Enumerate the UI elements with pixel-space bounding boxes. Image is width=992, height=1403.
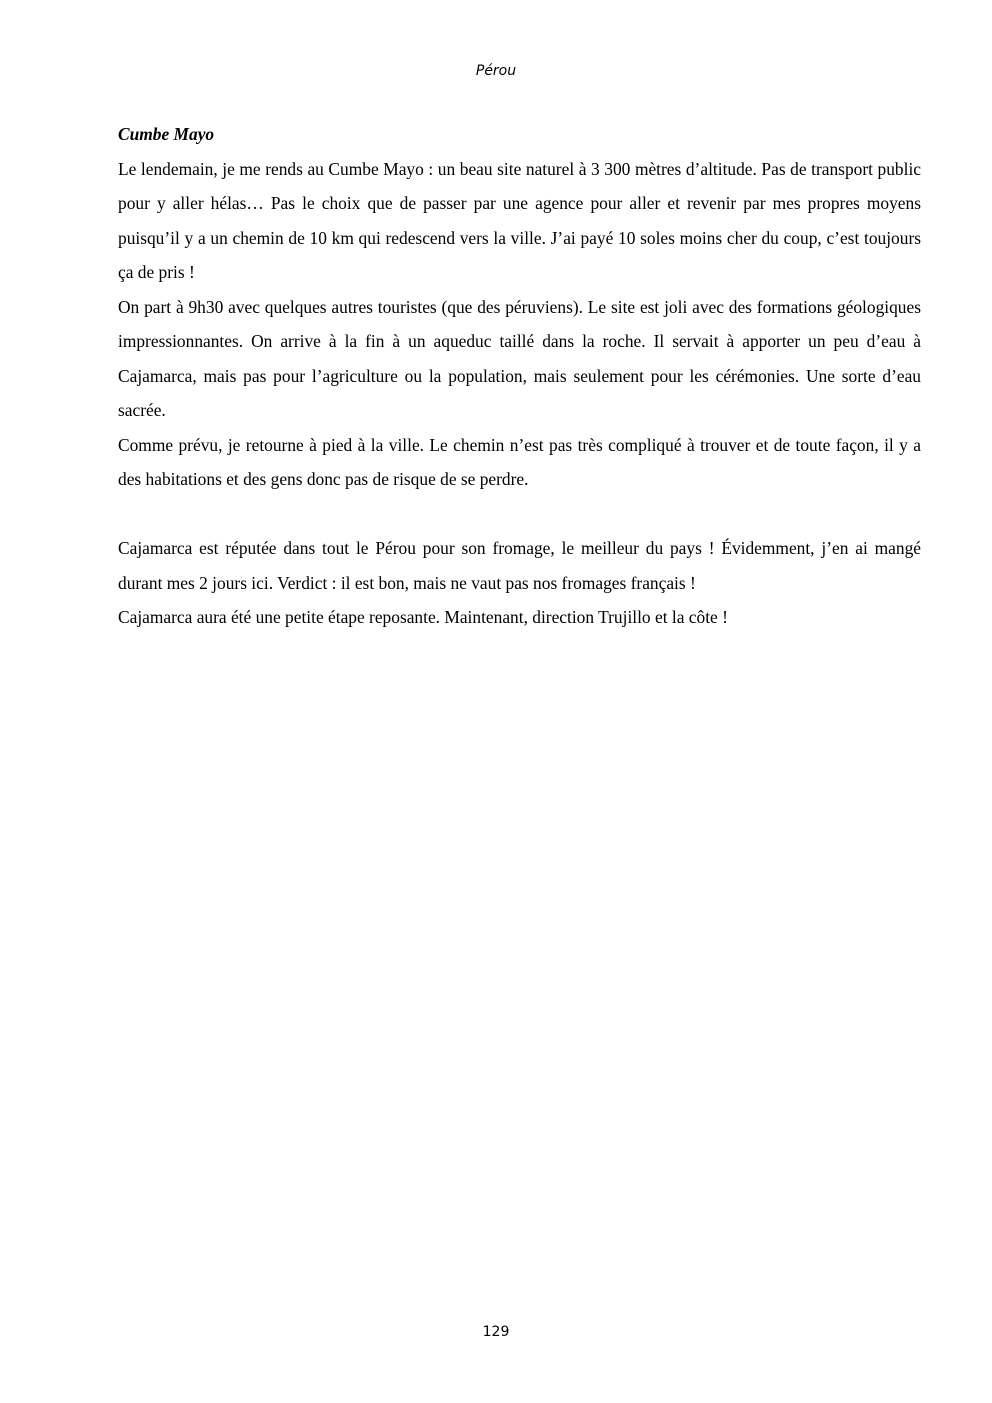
- paragraph-cumbe-mayo-intro: Le lendemain, je me rends au Cumbe Mayo : un beau site naturel à 3 300 mètres d’altitude. Pas de transport public pour y aller hélas… Pas le choix que de passer par une agence pour aller et revenir par mes propres moyens puisqu’il y a un chemin de 10 km qui redescend vers la ville. J’ai payé 10 soles moins cher du coup, c’est toujours ça de pris !: [118, 158, 921, 282]
- running-header: Pérou: [475, 63, 517, 79]
- paragraph-cajamarca-conclusion: Cajamarca aura été une petite étape reposante. Maintenant, direction Trujillo et la côte !: [118, 607, 728, 627]
- paragraph-spacer: [118, 497, 921, 532]
- page-number: 129: [482, 1324, 510, 1340]
- page-body: [118, 117, 921, 635]
- paragraph-cumbe-mayo-return: Comme prévu, je retourne à pied à la ville. Le chemin n’est pas très compliqué à trouver et de toute façon, il y a des habitations et des gens donc pas de risque de se perdre.: [118, 434, 921, 489]
- section-title: Cumbe Mayo: [118, 124, 215, 144]
- paragraph-cajamarca-cheese: Cajamarca est réputée dans tout le Pérou pour son fromage, le meilleur du pays ! Évidemment, j’en ai mangé durant mes 2 jours ici. Verdict : il est bon, mais ne vaut pas nos fromages français !: [118, 538, 921, 593]
- paragraph-cumbe-mayo-visit: On part à 9h30 avec quelques autres touristes (que des péruviens). Le site est joli avec des formations géologiques impressionnantes. On arrive à la fin à un aqueduc taillé dans la roche. Il servait à apporter un peu d’eau à Cajamarca, mais pas pour l’agriculture ou la population, mais seulement pour les cérémonies. Une sorte d’eau sacrée.: [118, 296, 921, 420]
